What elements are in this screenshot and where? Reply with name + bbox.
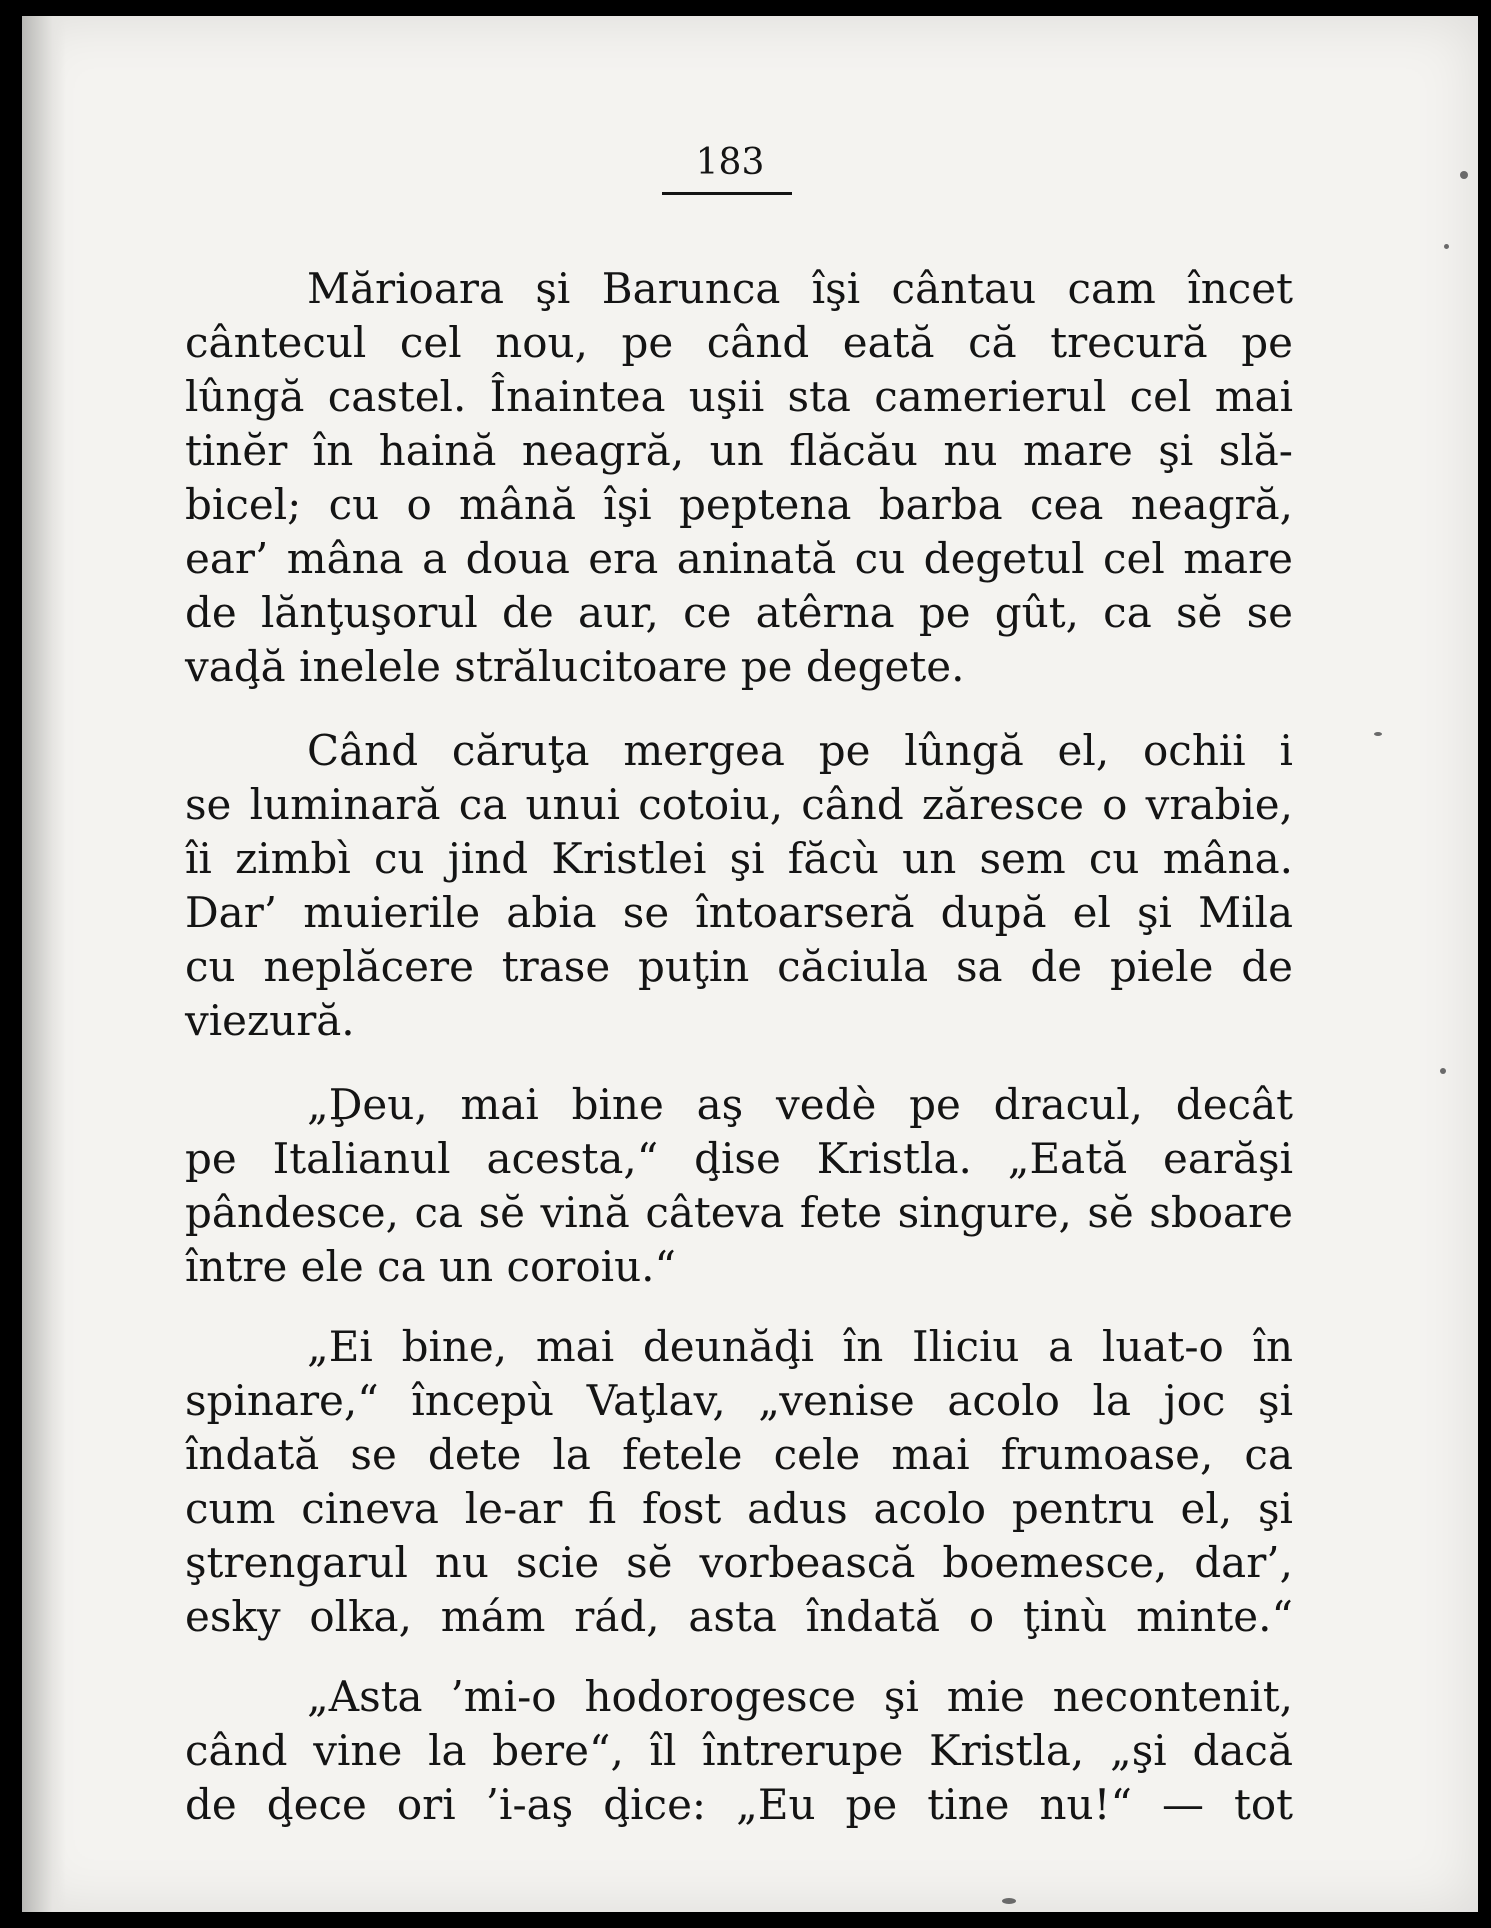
paper-speck bbox=[1444, 244, 1449, 249]
text-line: ear’ mâna a doua era aninată cu degetul cel mare bbox=[185, 534, 1293, 583]
text-line: Când căruţa mergea pe lûngă el, ochii i bbox=[307, 726, 1293, 775]
paper-speck bbox=[1460, 171, 1468, 179]
text-line: Mărioara şi Barunca îşi cântau cam încet bbox=[307, 264, 1293, 313]
text-line: Dar’ muierile abia se întoarseră după el şi Mila bbox=[185, 888, 1293, 937]
text-line: când vine la bere“, îl întrerupe Kristla, „şi dacă bbox=[185, 1726, 1293, 1775]
page-number-rule bbox=[662, 192, 792, 195]
paragraph-2 bbox=[185, 724, 1293, 1048]
text-line: pândesce, ca sĕ vină câteva fete singure, sĕ sboare bbox=[185, 1188, 1293, 1237]
text-line: de ḑece ori ’i-aş ḑice: „Eu pe tine nu!“ — tot bbox=[185, 1780, 1293, 1829]
page-number: 183 bbox=[695, 142, 765, 183]
text-line: tinĕr în haină neagră, un flăcău nu mare şi slă- bbox=[185, 426, 1293, 475]
paragraph-1 bbox=[185, 262, 1293, 694]
text-line: vaḑă inelele strălucitoare pe degete. bbox=[185, 642, 965, 691]
text-line: cântecul cel nou, pe când eată că trecură pe bbox=[185, 318, 1293, 367]
paper-speck bbox=[1374, 732, 1382, 736]
text-line: esky olka, mám rád, asta îndată o ţinù minte.“ bbox=[185, 1592, 1293, 1641]
text-line: între ele ca un coroiu.“ bbox=[185, 1242, 676, 1291]
paragraph-5 bbox=[185, 1670, 1293, 1832]
text-line: de lănţuşorul de aur, ce atêrna pe gût, ca sĕ se bbox=[185, 588, 1293, 637]
text-line: pe Italianul acesta,“ ḑise Kristla. „Eată earăşi bbox=[185, 1134, 1293, 1183]
text-line: lûngă castel. Înaintea uşii sta camerierul cel mai bbox=[185, 372, 1293, 421]
text-line: se luminară ca unui cotoiu, când zăresce o vrabie, bbox=[185, 780, 1293, 829]
text-line: ştrengarul nu scie sĕ vorbească boemesce, dar’, bbox=[185, 1538, 1293, 1587]
binding-shadow bbox=[22, 16, 66, 1912]
paper-speck bbox=[1440, 1068, 1446, 1074]
text-line: îi zimbì cu jind Kristlei şi făcù un sem cu mâna. bbox=[185, 834, 1293, 883]
text-line: „Ḑeu, mai bine aş vedè pe dracul, decât bbox=[307, 1080, 1293, 1129]
text-line: „Ei bine, mai deunăḑi în Iliciu a luat-o în bbox=[307, 1322, 1293, 1371]
paragraph-4 bbox=[185, 1320, 1293, 1644]
paper-speck bbox=[1002, 1898, 1016, 1904]
paper-sheet bbox=[22, 16, 1478, 1912]
text-line: viezură. bbox=[185, 996, 355, 1045]
text-line: spinare,“ începù Vaţlav, „venise acolo la joc şi bbox=[185, 1376, 1293, 1425]
text-line: îndată se dete la fetele cele mai frumoase, ca bbox=[185, 1430, 1293, 1479]
text-line: bicel; cu o mână îşi peptena barba cea neagră, bbox=[185, 480, 1293, 529]
text-line: „Asta ’mi-o hodorogesce şi mie necontenit, bbox=[307, 1672, 1293, 1721]
body-text bbox=[185, 262, 1293, 1832]
paragraph-3 bbox=[185, 1078, 1293, 1294]
text-line: cu neplăcere trase puţin căciula sa de piele de bbox=[185, 942, 1293, 991]
text-line: cum cineva le-ar fi fost adus acolo pentru el, şi bbox=[185, 1484, 1293, 1533]
